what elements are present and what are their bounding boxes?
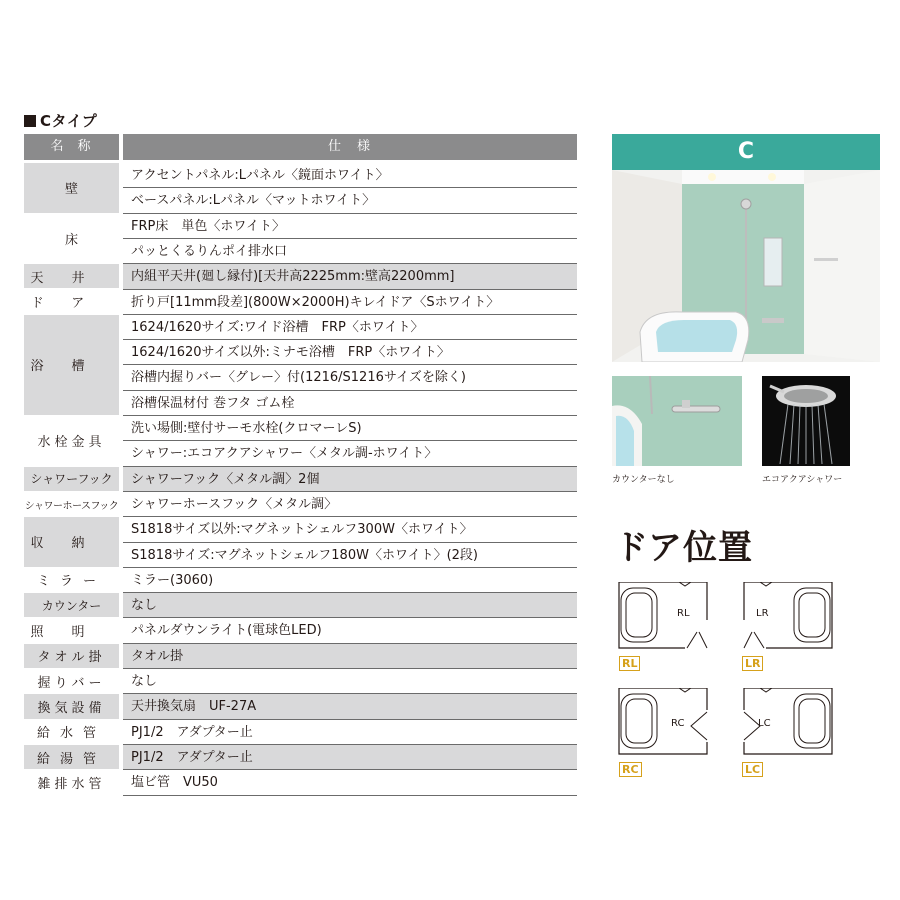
door-position-title: ドア位置: [614, 528, 753, 568]
badge-rl: RL: [619, 656, 640, 671]
row-category: [24, 163, 119, 213]
row-category: [24, 694, 119, 718]
spec-cell: シャワーホースフック〈メタル調〉: [131, 496, 338, 512]
spec-cell: 内組平天井(廻し縁付)[天井高2225mm:壁高2200mm]: [123, 264, 577, 289]
row-category-label: 水栓金具: [37, 435, 106, 451]
row-category: [24, 214, 119, 264]
row-category-label: タオル掛: [37, 650, 106, 666]
spec-cell: 折り戸[11mm段差](800W×2000H)キレイドア〈Sホワイト〉: [131, 294, 500, 310]
row-category: [24, 593, 119, 617]
header-spec: 仕様: [123, 134, 577, 160]
layout-rc: [613, 688, 713, 758]
counter-photo: [612, 376, 742, 466]
spec-cell: ミラー(3060): [131, 572, 214, 588]
row-category-label: 給水管: [36, 726, 106, 742]
spec-cell: 浴槽内握りバー〈グレー〉付(1216/S1216サイズを除く): [131, 370, 466, 386]
svg-text:LC: LC: [758, 718, 771, 729]
row-category: [24, 568, 119, 592]
square-bullet-icon: [24, 115, 36, 127]
row-category: [24, 745, 119, 769]
badge-rc: RC: [619, 762, 642, 777]
spec-cell: なし: [131, 674, 158, 689]
layout-lr: [738, 582, 838, 652]
row-category-label: 雑排水管: [37, 776, 106, 792]
row-category-label: 床: [64, 232, 78, 248]
spec-cell: 浴槽保温材付 巻フタ ゴム栓: [131, 395, 295, 411]
spec-cell: 塩ビ管 VU50: [131, 775, 218, 791]
row-divider: [123, 795, 577, 796]
spec-cell: 洗い場側:壁付サーモ水栓(クロマーレS): [131, 421, 362, 436]
spec-cell: S1818サイズ:マグネットシェルフ180W〈ホワイト〉(2段): [131, 547, 478, 563]
spec-cell: パネルダウンライト(電球色LED): [131, 623, 322, 639]
spec-cell: 1624/1620サイズ:ワイド浴槽 FRP〈ホワイト〉: [131, 319, 424, 335]
spec-cell: 1624/1620サイズ以外:ミナモ浴槽 FRP〈ホワイト〉: [131, 345, 450, 361]
section-title: Cタイプ: [24, 110, 97, 131]
spec-cell: PJ1/2 アダプター止: [123, 745, 577, 770]
svg-text:LR: LR: [756, 608, 769, 619]
row-category-label: 換気設備: [37, 700, 106, 716]
layout-rl: [613, 582, 713, 652]
shower-caption: エコアクアシャワー: [762, 475, 843, 485]
spec-cell: パッとくるりんポイ排水口: [131, 243, 288, 259]
spec-cell: FRP床 単色〈ホワイト〉: [131, 218, 285, 234]
row-category: [24, 315, 119, 415]
row-category: [24, 618, 119, 642]
badge-lr: LR: [742, 656, 763, 671]
row-category-label: 照明: [30, 625, 113, 641]
layout-lc: [738, 688, 838, 758]
spec-cell: ベースパネル:Lパネル〈マットホワイト〉: [131, 193, 376, 209]
spec-cell: シャワー:エコアクアシャワー〈メタル調-ホワイト〉: [131, 446, 438, 462]
shower-photo: [762, 376, 850, 466]
row-category-label: 天井: [30, 270, 113, 286]
row-category: [24, 264, 119, 288]
row-category: [24, 416, 119, 466]
svg-text:RC: RC: [671, 718, 685, 729]
type-label: C: [612, 134, 880, 170]
spec-cell: タオル掛: [123, 644, 577, 669]
spec-cell: 天井換気扇 UF-27A: [123, 694, 577, 719]
row-category: [24, 770, 119, 794]
badge-lc: LC: [742, 762, 763, 777]
svg-text:RL: RL: [677, 608, 690, 619]
row-category: [24, 644, 119, 668]
row-category: [24, 720, 119, 744]
row-category: [24, 669, 119, 693]
row-category: [24, 492, 119, 516]
spec-cell: シャワーフック〈メタル調〉2個: [123, 467, 577, 492]
spec-cell: アクセントパネル:Lパネル〈鏡面ホワイト〉: [131, 168, 389, 183]
bathroom-photo: [612, 170, 880, 362]
spec-cell: PJ1/2 アダプター止: [131, 724, 253, 740]
header-name: 名称: [24, 134, 119, 160]
row-category-label: 浴槽: [30, 359, 113, 375]
row-category-label: 握りバー: [37, 675, 106, 691]
row-category-label: カウンター: [41, 598, 102, 613]
row-category-label: 収納: [30, 536, 113, 552]
table-header: [24, 134, 577, 160]
counter-caption: カウンターなし: [612, 475, 675, 485]
row-category-label: 壁: [64, 182, 78, 198]
row-category-label: シャワーホースフック: [24, 500, 119, 512]
row-category-label: シャワーフック: [30, 472, 113, 487]
row-category: [24, 290, 119, 314]
row-category: [24, 467, 119, 491]
spec-cell: なし: [123, 593, 577, 618]
row-category-label: ミラー: [36, 574, 106, 590]
row-category: [24, 517, 119, 567]
spec-table: [24, 134, 577, 792]
row-category-label: ドア: [30, 296, 113, 312]
row-category-label: 給湯管: [36, 751, 106, 767]
spec-cell: S1818サイズ以外:マグネットシェルフ300W〈ホワイト〉: [131, 522, 473, 538]
